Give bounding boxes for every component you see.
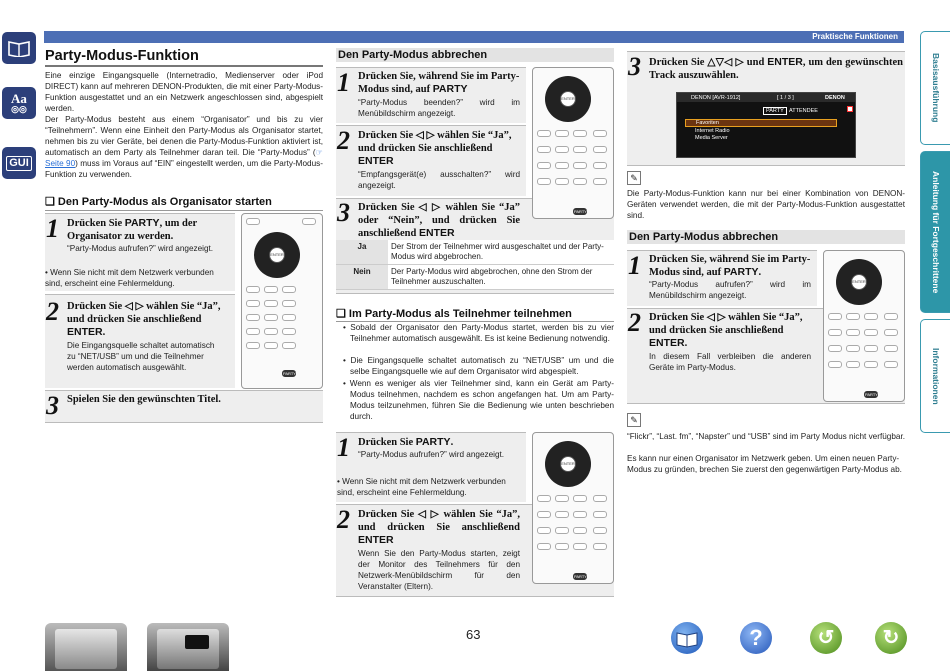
step-title: Drücken Sie ◁ ▷ wählen Sie “Ja”, und drücken Sie anschließend ENTER. <box>649 312 803 349</box>
remote-dpad: ENTER <box>836 259 882 305</box>
gui-icon[interactable]: GUI <box>2 147 36 179</box>
step-number: 1 <box>337 433 350 462</box>
choice-table <box>336 240 614 290</box>
page-number: 63 <box>466 627 481 642</box>
note-paragraph: Die Party-Modus-Funktion kann nur bei einer Kombination von DENON-Geräten verwendet werden, die mit der Party-Modus-Funktion ausgestattet sind. <box>627 189 905 220</box>
intro-paragraph-1: Eine einzige Eingangsquelle (Internetradio, Medienserver oder iPod DIRECT) kann auf mehreren DENON-Produkten, die mit einer Party-Modus-Funktion ausgestattet und an ein Netzwerk angeschlossen sind, abgespielt werden. <box>45 71 323 113</box>
step-title: Drücken Sie ◁ ▷ wählen Sie “Ja”, und drücken Sie anschließend ENTER. <box>67 301 221 338</box>
step-bullet: • Wenn Sie nicht mit dem Netzwerk verbunden sind, erscheint eine Fehlermeldung. <box>45 268 214 288</box>
note-paragraph: “Flickr”, “Last. fm”, “Napster” und “USB” sind im Party Modus nicht verfügbar. <box>627 432 905 441</box>
gui-screen: DENON [AVR-1912] [ 1 / 3 ] DENON PARTY ATTENDEE Favoriten Internet Radio Media Server <box>676 92 856 158</box>
step-text: “Party-Modus aufrufen?” wird im Menübildschirm angezeigt. <box>649 280 811 300</box>
section-header-bar <box>44 31 904 43</box>
step-text: Die Eingangsquelle schaltet automatisch zu “NET/USB” um und die Teilnehmer werden automatisch ausgewählt. <box>67 341 215 372</box>
table-row: Nein Der Party-Modus wird abgebrochen, ohne den Strom der Teilnehmer auszuschalten. <box>336 265 614 290</box>
intro-paragraph-2: Der Party-Modus besteht aus einem “Organisator” und bis zu vier “Teilnehmern”. Wenn eine Einheit den Party-Modus als Organisator startet, nehmen bis zu vier Geräte, bei denen die Party-Modus-Funktion aktiviert ist, automatisch an dem Party als Teilnehmer daran teil. Die “Party-Modus” (☞Seite 90) muss im Voraus auf “EIN” eingestellt werden, um die Party-Modus-Funktion zu verwenden. <box>45 115 323 179</box>
section-title: Praktische Funktionen <box>812 32 898 41</box>
party-button: PARTY <box>574 209 587 214</box>
step-number: 1 <box>46 214 59 243</box>
back-icon[interactable]: ↺ <box>810 622 842 654</box>
step-number: 2 <box>628 308 641 337</box>
step-text: Wenn Sie den Party-Modus starten, zeigt der Monitor des Teilnehmers für den Netzwerk-Menübildschirm für den Veranstalter (Eltern). <box>358 549 520 591</box>
bullet-2: • Die Eingangsquelle schaltet automatisch zu “NET/USB” um und die selbe Eingangsquelle wie auf dem Organisator wird abgespielt. <box>343 356 614 376</box>
font-icon[interactable]: Aa ◎◎ <box>2 87 36 119</box>
step-title: Drücken Sie PARTY. <box>358 436 454 448</box>
step-title: Drücken Sie ◁ ▷ wählen Sie “Ja”, und drücken Sie anschließend ENTER <box>358 130 512 167</box>
book-icon[interactable] <box>2 32 36 64</box>
step-title: Drücken Sie △▽◁ ▷ und ENTER, um den gewünschten Track auszuwählen. <box>649 56 903 81</box>
step-number: 3 <box>46 391 59 420</box>
party-button: PARTY <box>283 371 296 376</box>
remote-illustration <box>823 250 905 402</box>
bullet-1: • Sobald der Organisator den Party-Modus startet, werden bis zu vier Teilnehmer automatisch ausgewählt. Es ist keine Bedienung notwendig. <box>343 323 614 343</box>
gui-menu-item[interactable]: Favoriten <box>685 119 837 127</box>
note-icon: ✎ <box>627 171 641 185</box>
book-nav-icon[interactable] <box>671 622 703 654</box>
note-icon: ✎ <box>627 413 641 427</box>
remote-illustration <box>532 432 614 584</box>
bullet-3: • Wenn es weniger als vier Teilnehmer sind, kann ein Gerät am Party-Modus teilnehmen, nachdem es schon angefangen hat. Um am Party-Modus teilzunehmen, führen Sie die Bedienung wie unten beschrieben durch. <box>343 379 614 421</box>
subheading-organisator: ❑ Den Party-Modus als Organisator starten <box>45 196 272 208</box>
page-title: Party-Modus-Funktion <box>45 48 199 64</box>
step-text: “Party-Modus beenden?” wird im Menübildschirm angezeigt. <box>358 98 520 118</box>
device-thumbnail[interactable] <box>147 623 229 671</box>
step-number: 2 <box>337 126 350 155</box>
step-text: “Party-Modus aufrufen?” wird angezeigt. <box>67 244 214 253</box>
step-number: 3 <box>337 198 350 227</box>
heading-abbrechen-2: Den Party-Modus abbrechen <box>629 231 779 243</box>
step-number: 2 <box>337 505 350 534</box>
step-number: 3 <box>628 52 641 81</box>
subheading-teilnehmer: ❑ Im Party-Modus als Teilnehmer teilnehmen <box>336 308 572 320</box>
forward-icon[interactable]: ↻ <box>875 622 907 654</box>
table-row: Ja Der Strom der Teilnehmer wird ausgeschaltet und der Party-Modus wird abgebrochen. <box>336 240 614 265</box>
step-number: 2 <box>46 297 59 326</box>
step-title: Drücken Sie ◁ ▷ wählen Sie “Ja” oder “Nein”, und drücken Sie anschließend ENTER <box>358 202 520 239</box>
help-icon[interactable]: ? <box>740 622 772 654</box>
step-text: “Party-Modus aufrufen?” wird angezeigt. <box>358 450 505 459</box>
step-text: In diesem Fall verbleiben die anderen Geräte im Party-Modus. <box>649 352 811 372</box>
step-number: 1 <box>337 68 350 97</box>
remote-illustration <box>532 67 614 219</box>
step-title: Drücken Sie, während Sie im Party-Modus sind, auf PARTY <box>358 71 520 95</box>
step-title: Drücken Sie PARTY, um der Organisator zu werden. <box>67 217 197 242</box>
remote-dpad: ENTER <box>254 232 300 278</box>
step-bullet: • Wenn Sie nicht mit dem Netzwerk verbunden sind, erscheint eine Fehlermeldung. <box>337 477 506 497</box>
remote-illustration <box>241 213 323 389</box>
remote-dpad: ENTER <box>545 76 591 122</box>
tab-informationen[interactable]: Informationen <box>920 319 950 433</box>
party-button: PARTY <box>574 574 587 579</box>
step-text: “Empfangsgerät(e) ausschalten?” wird angezeigt. <box>358 170 520 190</box>
gui-menu-item[interactable]: Internet Radio <box>695 128 730 134</box>
note-paragraph: Es kann nur einen Organisator im Netzwerk geben. Um einen neuen Party-Modus zu gründen, brechen Sie zuerst den gegenwärtigen Party-Modus ab. <box>627 454 902 474</box>
step-title: Spielen Sie den gewünschten Titel. <box>67 394 221 405</box>
page-link[interactable]: ☞Seite 90 <box>45 148 323 168</box>
tab-anleitung[interactable]: Anleitung für Fortgeschrittene <box>920 151 950 313</box>
step-title: Drücken Sie, während Sie im Party-Modus sind, auf PARTY. <box>649 254 811 278</box>
step-number: 1 <box>628 251 641 280</box>
title-underline <box>45 65 323 67</box>
heading-abbrechen: Den Party-Modus abbrechen <box>338 49 488 61</box>
step-title: Drücken Sie ◁ ▷ wählen Sie “Ja”, und drücken Sie anschließend ENTER <box>358 509 520 546</box>
divider <box>45 210 323 211</box>
tab-basisausfuehrung[interactable]: Basisausführung <box>920 31 950 145</box>
device-thumbnail[interactable] <box>45 623 127 671</box>
remote-dpad: ENTER <box>545 441 591 487</box>
gui-menu-item[interactable]: Media Server <box>695 135 728 141</box>
party-button: PARTY <box>865 392 878 397</box>
